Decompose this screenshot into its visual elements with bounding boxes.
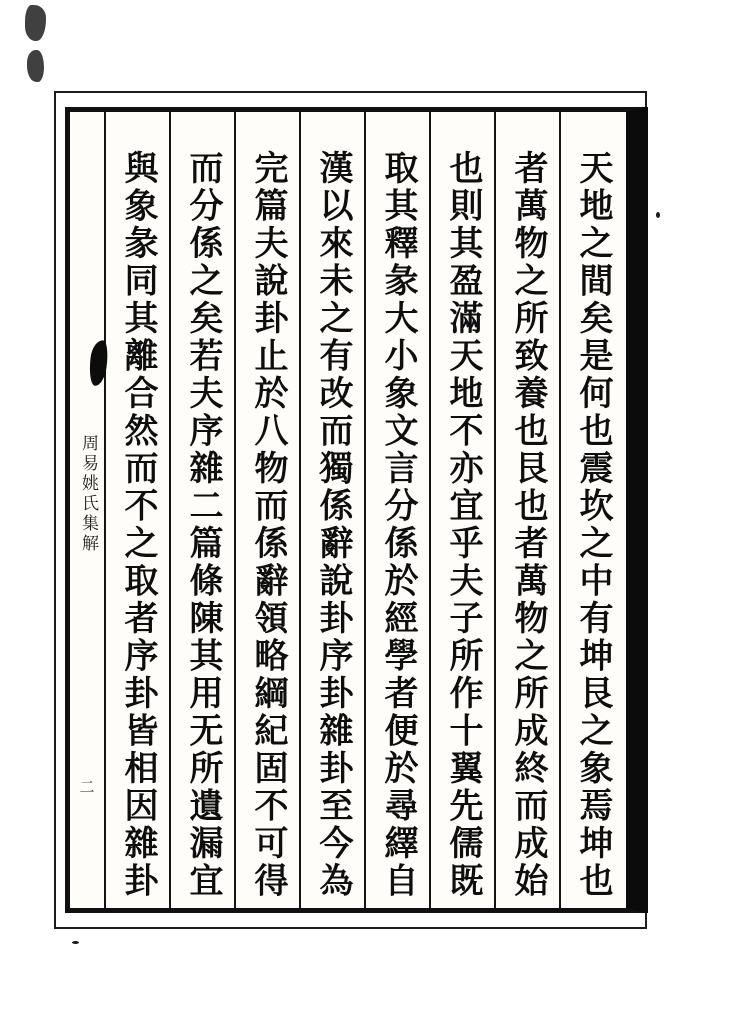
text-column-4: 取其釋彖大小象文言分係於經學者便於尋繹自: [364, 112, 429, 908]
text-column-1: 天地之間矣是何也震坎之中有坤艮之象焉坤也: [559, 112, 624, 908]
text-column-8: 與象彖同其離合然而不之取者序卦皆相因雜卦: [104, 112, 169, 908]
margin-strip: [70, 112, 104, 908]
scan-artifact: [25, 5, 46, 41]
text-column-5: 漢以來未之有改而獨係辭說卦序卦雜卦至今為: [299, 112, 364, 908]
scan-speck: [656, 212, 660, 218]
text-column-6: 完篇夫說卦止於八物而係辭領略綱紀固不可得: [234, 112, 299, 908]
text-column-3: 也則其盈滿天地不亦宜乎夫子所作十翼先儒既: [429, 112, 494, 908]
margin-book-title: 周易姚氏集解: [78, 434, 98, 554]
scan-artifact: [27, 50, 44, 82]
text-column-7: 而分係之矣若夫序雜二篇條陳其用无所遺漏宜: [169, 112, 234, 908]
scan-speck: [72, 941, 79, 944]
leaf-number: 二: [79, 778, 95, 796]
page-frame-inner: [65, 107, 648, 913]
text-column-2: 者萬物之所致養也艮也者萬物之所成終而成始: [494, 112, 559, 908]
